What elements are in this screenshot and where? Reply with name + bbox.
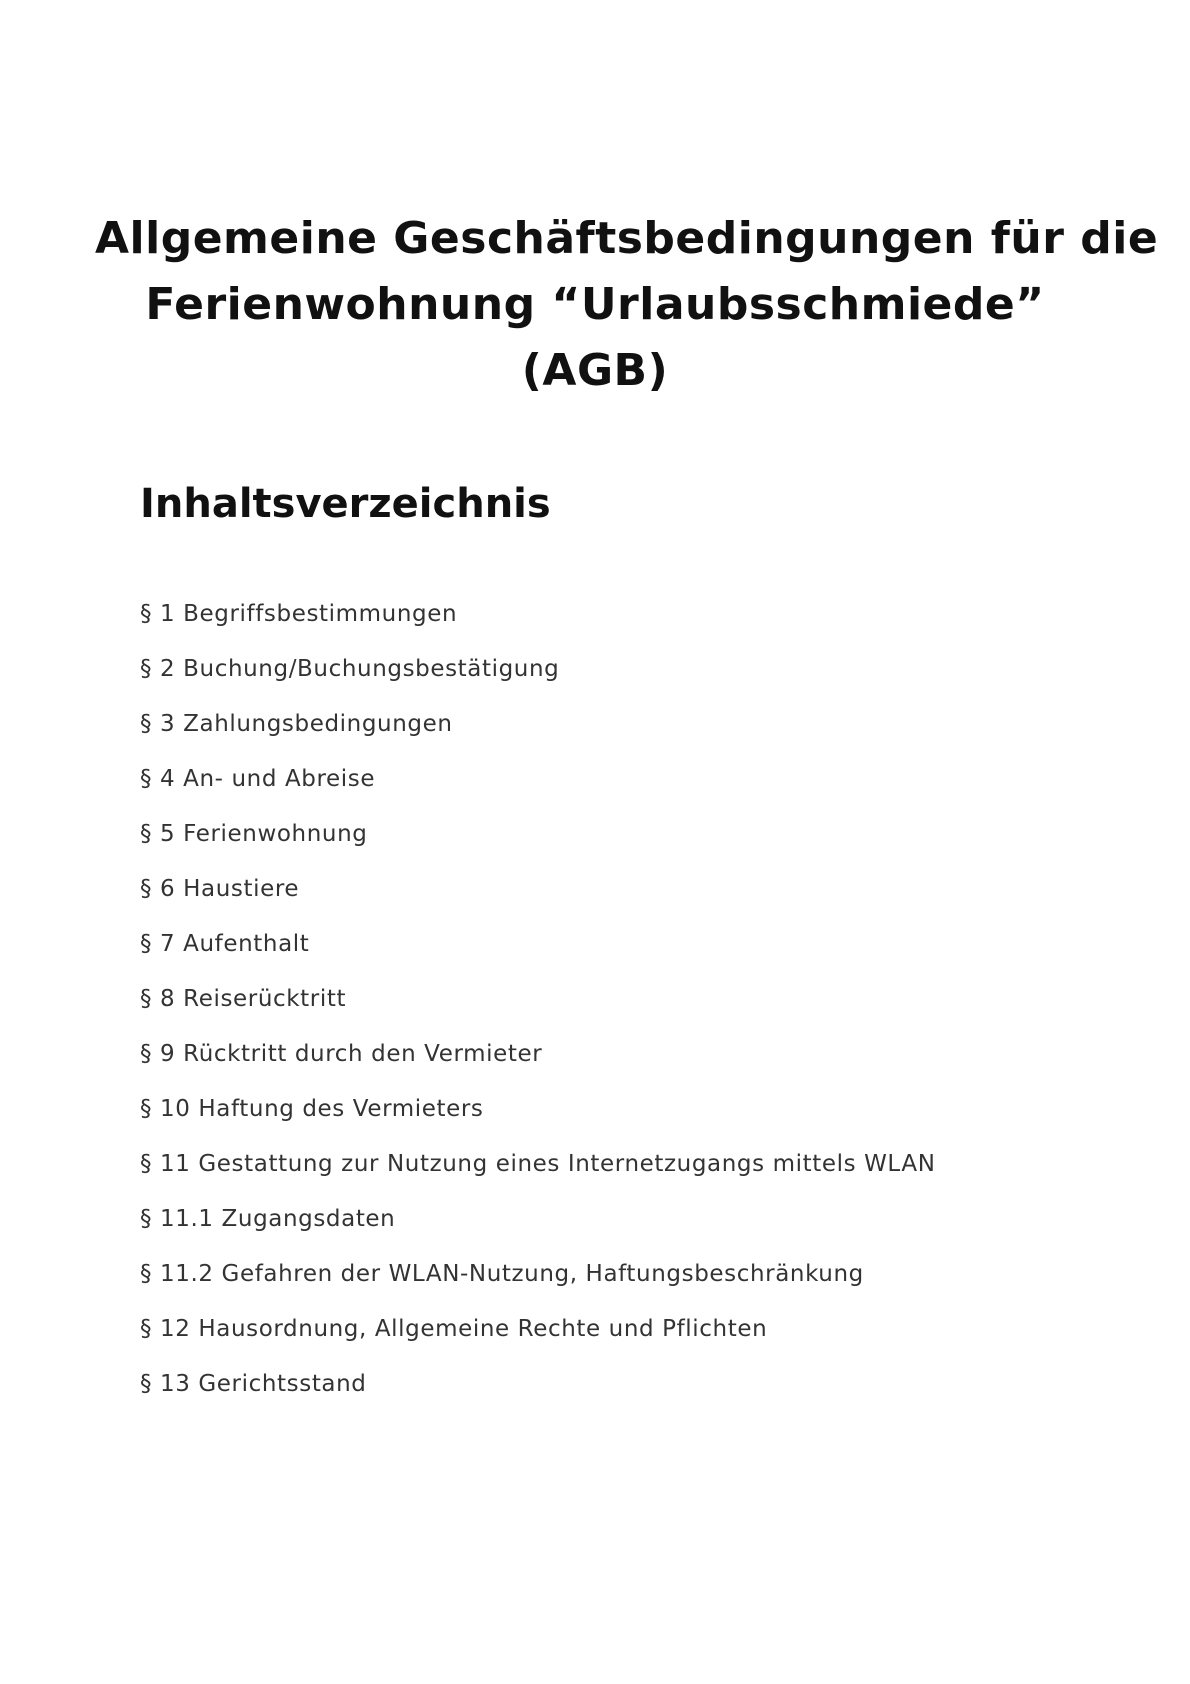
toc-item: § 9 Rücktritt durch den Vermieter: [140, 1041, 543, 1067]
toc-heading: Inhaltsverzeichnis: [140, 481, 551, 527]
toc-item: § 7 Aufenthalt: [140, 931, 310, 957]
title-line-2: Ferienwohnung “Urlaubsschmiede”: [145, 279, 1045, 330]
document-title: [95, 206, 1159, 404]
title-line-3: (AGB): [521, 345, 669, 396]
toc-item: § 13 Gerichtsstand: [140, 1371, 367, 1397]
toc-item: § 8 Reiserücktritt: [140, 986, 347, 1012]
toc-item: § 6 Haustiere: [140, 876, 300, 902]
toc-item: § 11.1 Zugangsdaten: [140, 1206, 396, 1232]
title-line-1: Allgemeine Geschäftsbedingungen für die: [95, 213, 1159, 264]
table-of-contents: [140, 599, 936, 1424]
toc-item: § 5 Ferienwohnung: [140, 821, 368, 847]
toc-item: § 1 Begriffsbestimmungen: [140, 601, 458, 627]
toc-item: § 12 Hausordnung, Allgemeine Rechte und Pflichten: [140, 1316, 768, 1342]
toc-item: § 3 Zahlungsbedingungen: [140, 711, 453, 737]
toc-item: § 4 An- und Abreise: [140, 766, 376, 792]
toc-item: § 10 Haftung des Vermieters: [140, 1096, 484, 1122]
toc-item: § 11.2 Gefahren der WLAN-Nutzung, Haftungsbeschränkung: [140, 1261, 864, 1287]
toc-item: § 11 Gestattung zur Nutzung eines Internetzugangs mittels WLAN: [140, 1151, 936, 1177]
toc-item: § 2 Buchung/Buchungsbestätigung: [140, 656, 560, 682]
